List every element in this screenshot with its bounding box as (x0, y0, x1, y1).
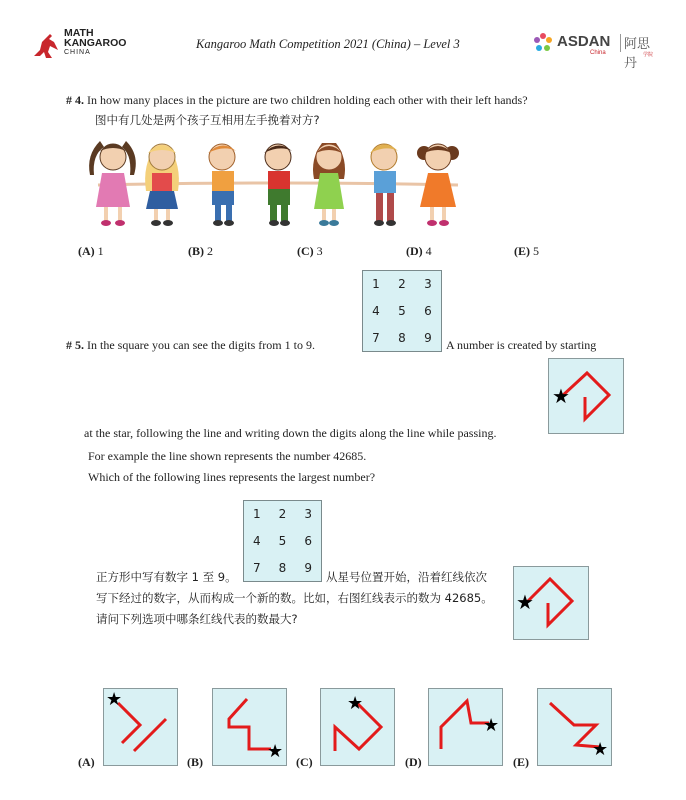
option-b-box[interactable] (212, 688, 287, 766)
q5-text-en-2: A number is created by starting (446, 338, 597, 352)
q5-question-line1 (66, 338, 315, 353)
q5-number: # 5. (66, 338, 84, 352)
asdan-flower-icon (532, 32, 554, 54)
q5-text-en-3: at the star, following the line and writing down the digits along the line while passing. (84, 426, 497, 440)
example-path-en (548, 358, 624, 434)
digit-cell: 7 (372, 330, 380, 345)
logo-line-1: MATH (64, 27, 94, 39)
star-icon: ★ (483, 715, 500, 736)
q5-text-en-4: For example the line shown represents the number 42685. (88, 449, 367, 463)
q4-question (66, 93, 528, 108)
star-icon: ★ (106, 689, 123, 710)
child-2 (145, 144, 179, 226)
option-e-label[interactable]: (E) (513, 755, 529, 769)
q5-text-cn-2: 写下经过的数字，从而构成一个新的数。比如，右图红线表示的数为 42685。 (96, 591, 493, 605)
digit-cell: 3 (424, 277, 432, 292)
option-b-label[interactable]: (B) (187, 755, 203, 769)
option-d-label[interactable]: (D) (405, 755, 422, 769)
option-a-label[interactable]: (A) (78, 755, 95, 769)
digit-grid-cn (243, 500, 322, 582)
digit-cell: 8 (398, 330, 406, 345)
digit-cell: 9 (424, 330, 432, 345)
q4-option-a[interactable]: (A) 1 (78, 244, 104, 258)
q4-option-b[interactable]: (B) 2 (188, 244, 213, 258)
q5-text-en-5: Which of the following lines represents the largest number? (88, 470, 376, 484)
asdan-brand-sub: China (590, 50, 606, 56)
child-6 (370, 144, 398, 226)
child-4 (264, 144, 292, 226)
digit-cell: 2 (398, 277, 406, 292)
q5-text-en-1: In the square you can see the digits from 1 to 9. (87, 338, 315, 352)
option-a-box[interactable] (103, 688, 178, 766)
q4-option-d[interactable]: (D) 4 (406, 244, 432, 258)
kangaroo-icon (30, 30, 62, 60)
q4-option-e[interactable]: (E) 5 (514, 244, 539, 258)
child-3 (208, 144, 236, 226)
digit-cell: 4 (253, 533, 261, 548)
star-icon: ★ (516, 590, 534, 614)
example-path-cn (513, 566, 589, 640)
q5-text-cn-1a: 正方形中写有数字 1 至 9。 (96, 570, 237, 584)
q4-number: # 4. (66, 93, 84, 107)
digit-cell: 3 (304, 507, 312, 522)
option-e-box[interactable] (537, 688, 612, 766)
example-path-svg (549, 359, 623, 433)
q4-text-cn: 图中有几处是两个孩子互相用左手挽着对方? (95, 113, 320, 127)
star-icon: ★ (347, 693, 364, 714)
star-icon: ★ (592, 739, 609, 760)
digit-cell: 4 (372, 303, 380, 318)
page-title: Kangaroo Math Competition 2021 (China) – Level 3 (196, 37, 460, 51)
asdan-brand-cn: 阿思丹 (624, 37, 651, 71)
star-icon: ★ (552, 384, 570, 408)
digit-cell: 6 (304, 533, 312, 548)
star-icon: ★ (267, 741, 284, 762)
logo-line-2: KANGAROO (64, 37, 127, 49)
digit-grid-en (362, 270, 442, 352)
digit-cell: 1 (372, 277, 380, 292)
option-c-label[interactable]: (C) (296, 755, 313, 769)
asdan-brand-cn-sub: 学院 (643, 52, 654, 58)
digit-cell: 5 (398, 303, 406, 318)
digit-cell: 9 (304, 560, 312, 575)
digit-cell: 1 (253, 507, 261, 522)
logo-line-3: CHINA (64, 49, 91, 56)
asdan-brand: ASDAN (557, 33, 611, 50)
example-path-svg (514, 567, 588, 639)
digit-cell: 2 (278, 507, 287, 522)
asdan-logo (532, 30, 662, 71)
math-kangaroo-logo (30, 28, 140, 62)
q4-option-c[interactable]: (C) 3 (297, 244, 323, 258)
children-illustration (78, 135, 478, 235)
digit-cell: 8 (278, 560, 287, 575)
digit-cell: 7 (253, 560, 261, 575)
option-d-box[interactable] (428, 688, 503, 766)
digit-cell: 6 (424, 303, 432, 318)
q4-text-en: In how many places in the picture are two children holding each other with their left hands? (87, 93, 528, 107)
digit-cell: 5 (278, 533, 287, 548)
q5-text-cn-3: 请问下列选项中哪条红线代表的数最大? (96, 612, 298, 626)
q5-text-cn-1b: 从星号位置开始，沿着红线依次 (326, 570, 487, 584)
option-c-box[interactable] (320, 688, 395, 766)
